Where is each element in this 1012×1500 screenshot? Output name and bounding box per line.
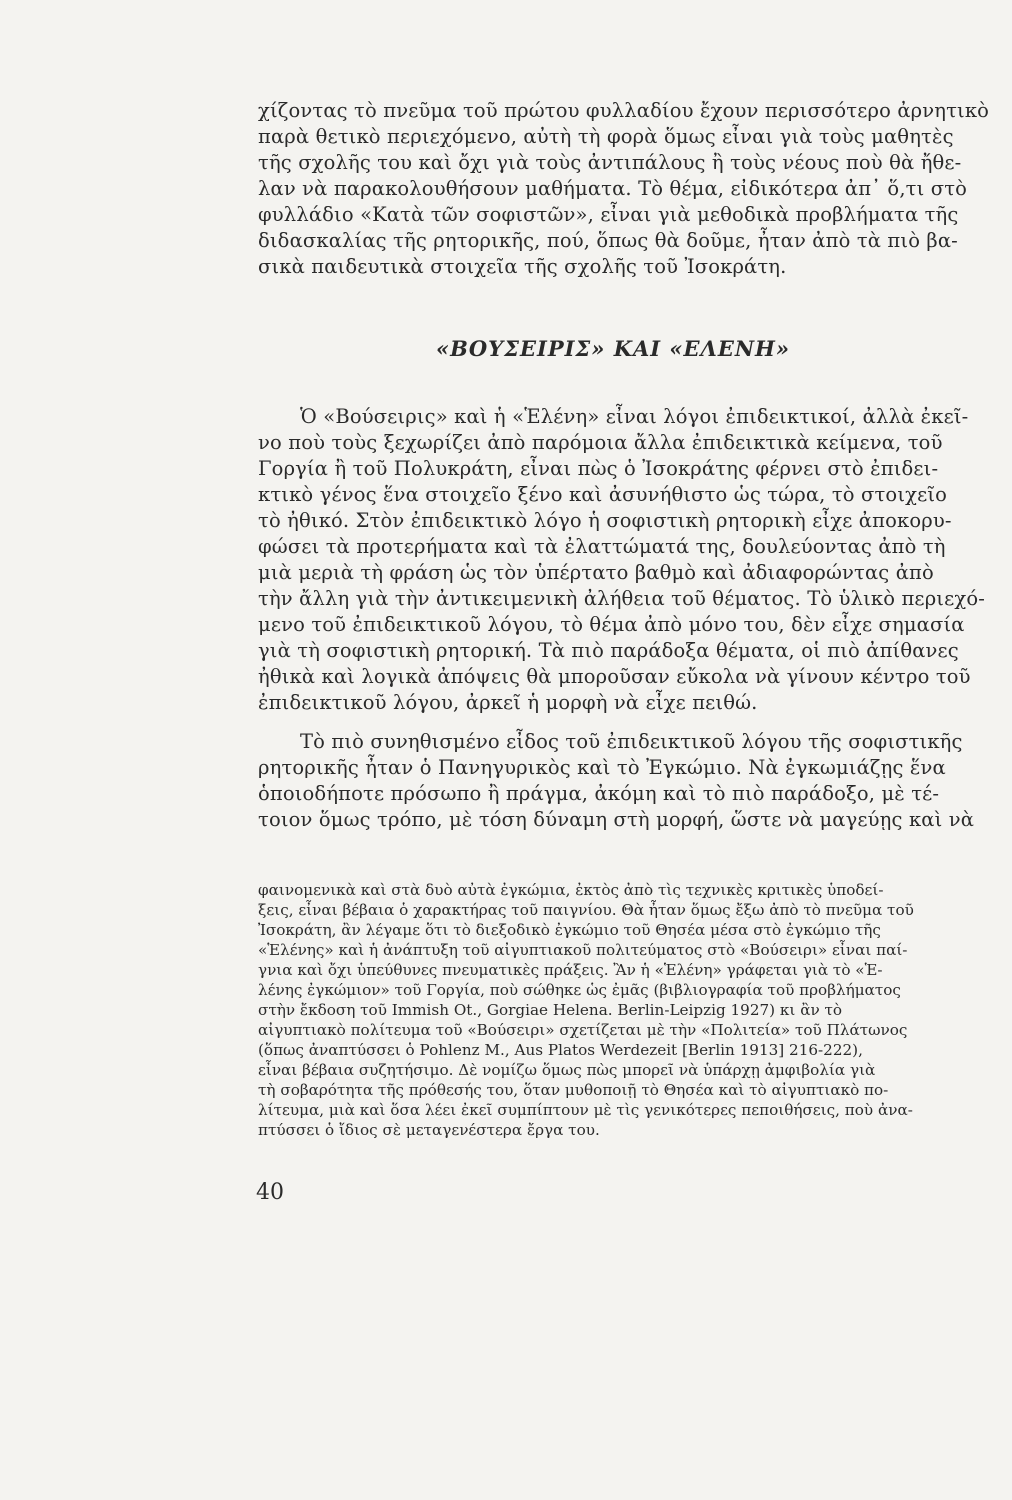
body-line: διδασκαλίας τῆς ρητορικῆς, πού, ὅπως θὰ δοῦμε, ἦταν ἀπὸ τὰ πιὸ βα- — [258, 229, 958, 252]
body-line: γιὰ τὴ σοφιστικὴ ρητορική. Τὰ πιὸ παράδοξα θέματα, οἱ πιὸ ἀπίθανες — [258, 639, 959, 662]
footnote-line: στὴν ἔκδοση τοῦ Immish Ot., Gorgiae Helena. Berlin-Leipzig 1927) κι ἂν τὸ — [258, 1001, 843, 1019]
footnote-line: (ὅπως ἀναπτύσσει ὁ Pohlenz M., Aus Platos Werdezeit [Berlin 1913] 216-222), — [258, 1041, 863, 1059]
body-line: λαν νὰ παρακολουθήσουν μαθήματα. Τὸ θέμα, εἰδικότερα ἀπ᾿ ὅ,τι στὸ — [258, 177, 968, 200]
body-line: Ὁ «Βούσειρις» καὶ ἡ «Ἑλένη» εἶναι λόγοι ἐπιδεικτικοί, ἀλλὰ ἐκεῖ- — [300, 405, 969, 428]
body-line: φυλλάδιο «Κατὰ τῶν σοφιστῶν», εἶναι γιὰ μεθοδικὰ προβλήματα τῆς — [258, 203, 959, 226]
body-line: τῆς σχολῆς του καὶ ὄχι γιὰ τοὺς ἀντιπάλους ἢ τοὺς νέους ποὺ θὰ ἤθε- — [258, 151, 962, 174]
footnote-line: αἰγυπτιακὸ πολίτευμα τοῦ «Βούσειρι» σχετίζεται μὲ τὴν «Πολιτεία» τοῦ Πλάτωνος — [258, 1021, 908, 1039]
body-line: τὸ ἠθικό. Στὸν ἐπιδεικτικὸ λόγο ἡ σοφιστικὴ ρητορικὴ εἶχε ἀποκορυ- — [258, 509, 952, 532]
body-line: τὴν ἄλλη γιὰ τὴν ἀντικειμενικὴ ἀλήθεια τοῦ θέματος. Τὸ ὑλικὸ περιεχό- — [258, 587, 985, 610]
footnote-line: πτύσσει ὁ ἴδιος σὲ μεταγενέστερα ἔργα του. — [258, 1121, 600, 1139]
footnote-line: ξεις, εἶναι βέβαια ὁ χαρακτήρας τοῦ παιγνίου. Θὰ ἦταν ὅμως ἔξω ἀπὸ τὸ πνεῦμα τοῦ — [258, 901, 914, 919]
footnote-line: Ἰσοκράτη, ἂν λέγαμε ὅτι τὸ διεξοδικὸ ἐγκώμιο τοῦ Θησέα μέσα στὸ ἐγκώμιο τῆς — [258, 921, 881, 939]
body-line: παρὰ θετικὸ περιεχόμενο, αὐτὴ τὴ φορὰ ὅμως εἶναι γιὰ τοὺς μαθητὲς — [258, 125, 954, 148]
footnote-line: λίτευμα, μιὰ καὶ ὅσα λέει ἐκεῖ συμπίπτουν μὲ τὶς γενικότερες πεποιθήσεις, ποὺ ἀνα- — [258, 1101, 913, 1119]
footnote-line: γνια καὶ ὄχι ὑπεύθυνες πνευματικὲς πράξεις. Ἂν ἡ «Ἑλένη» γράφεται γιὰ τὸ «Ἑ- — [258, 961, 883, 979]
body-line: κτικὸ γένος ἕνα στοιχεῖο ξένο καὶ ἀσυνήθιστο ὡς τώρα, τὸ στοιχεῖο — [258, 483, 948, 506]
page-number: 40 — [256, 1180, 284, 1205]
body-line: Γοργία ἢ τοῦ Πολυκράτη, εἶναι πὼς ὁ Ἰσοκράτης φέρνει στὸ ἐπιδει- — [258, 457, 939, 480]
footnote-line: τὴ σοβαρότητα τῆς πρόθεσής του, ὅταν μυθοποιῇ τὸ Θησέα καὶ τὸ αἰγυπτιακὸ πο- — [258, 1081, 889, 1099]
footnote-line: φαινομενικὰ καὶ στὰ δυὸ αὐτὰ ἐγκώμια, ἐκτὸς ἀπὸ τὶς τεχνικὲς κριτικὲς ὑποδεί- — [258, 881, 884, 899]
body-line: τοιον ὅμως τρόπο, μὲ τόση δύναμη στὴ μορφή, ὥστε νὰ μαγεύῃς καὶ νὰ — [258, 808, 975, 831]
footnote-line: «Ἑλένης» καὶ ἡ ἀνάπτυξη τοῦ αἰγυπτιακοῦ πολιτεύματος στὸ «Βούσειρι» εἶναι παί- — [258, 941, 908, 959]
body-line: ἐπιδεικτικοῦ λόγου, ἀρκεῖ ἡ μορφὴ νὰ εἶχε πειθώ. — [258, 691, 758, 714]
section-heading: «ΒΟΥΣΕΙΡΙΣ» ΚΑΙ «ΕΛΕΝΗ» — [435, 336, 790, 361]
body-line: ὁποιοδήποτε πρόσωπο ἢ πράγμα, ἀκόμη καὶ τὸ πιὸ παράδοξο, μὲ τέ- — [258, 782, 940, 805]
body-line: φώσει τὰ προτερήματα καὶ τὰ ἐλαττώματά της, δουλεύοντας ἀπὸ τὴ — [258, 535, 946, 558]
body-line: μιὰ μεριὰ τὴ φράση ὡς τὸν ὑπέρτατο βαθμὸ καὶ ἀδιαφορώντας ἀπὸ — [258, 561, 934, 584]
body-line: ρητορικῆς ἦταν ὁ Πανηγυρικὸς καὶ τὸ Ἐγκώμιο. Νὰ ἐγκωμιάζῃς ἕνα — [258, 756, 946, 779]
body-line: ἠθικὰ καὶ λογικὰ ἀπόψεις θὰ μποροῦσαν εὔκολα νὰ γίνουν κέντρο τοῦ — [258, 665, 971, 688]
footnote-line: εἶναι βέβαια συζητήσιμο. Δὲ νομίζω ὅμως πὼς μπορεῖ νὰ ὑπάρχῃ ἀμφιβολία γιὰ — [258, 1061, 876, 1079]
footnote-line: λένης ἐγκώμιον» τοῦ Γοργία, ποὺ σώθηκε ὡς ἐμᾶς (βιβλιογραφία τοῦ προβλήματος — [258, 981, 901, 999]
body-line: χίζοντας τὸ πνεῦμα τοῦ πρώτου φυλλαδίου ἔχουν περισσότερο ἀρνητικὸ — [258, 99, 990, 122]
body-line: νο ποὺ τοὺς ξεχωρίζει ἀπὸ παρόμοια ἄλλα ἐπιδεικτικὰ κείμενα, τοῦ — [258, 431, 943, 454]
body-line: Τὸ πιὸ συνηθισμένο εἶδος τοῦ ἐπιδεικτικοῦ λόγου τῆς σοφιστικῆς — [300, 730, 963, 753]
body-line: μενο τοῦ ἐπιδεικτικοῦ λόγου, τὸ θέμα ἀπὸ μόνο του, δὲν εἶχε σημασία — [258, 613, 965, 636]
body-line: σικὰ παιδευτικὰ στοιχεῖα τῆς σχολῆς τοῦ Ἰσοκράτη. — [258, 255, 787, 278]
